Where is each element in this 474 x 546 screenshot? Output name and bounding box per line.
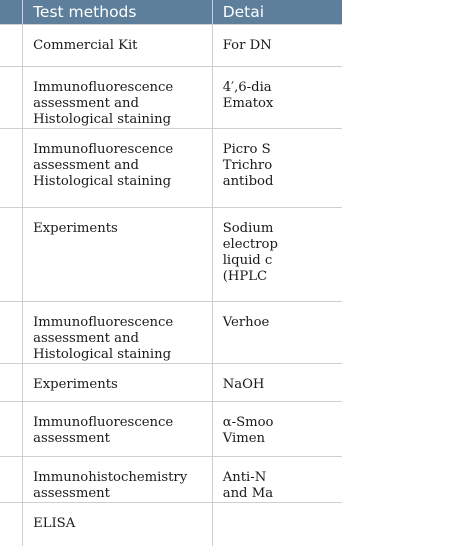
method-cell: Immunofluorescence assessment and Histological staining: [23, 67, 213, 129]
detail-line: For DN: [223, 38, 342, 54]
detail-cell: [212, 129, 342, 208]
detail-cell: [212, 402, 342, 457]
detail-cell: [212, 208, 342, 302]
table-row: [0, 457, 342, 503]
table-row: [0, 129, 342, 208]
detail-line: Vimen: [223, 431, 342, 447]
table-row: [0, 364, 342, 402]
detail-cell: [212, 67, 342, 129]
detail-cell: [212, 503, 342, 546]
table-row: [0, 503, 342, 546]
method-cell: ELISA: [23, 503, 213, 546]
detail-cell: [212, 364, 342, 402]
detail-line: Anti-N: [223, 470, 342, 486]
detail-line: 4′,6-dia: [223, 80, 342, 96]
detail-line: Trichro: [223, 158, 342, 174]
detail-cell: [212, 302, 342, 364]
table-row: [0, 67, 342, 129]
mode-cell: [0, 402, 23, 457]
detail-line: antibod: [223, 174, 342, 190]
detail-line: NaOH: [223, 377, 342, 393]
header-row: [0, 0, 342, 25]
detail-line: (HPLC: [223, 269, 342, 285]
detail-line: liquid c: [223, 253, 342, 269]
table-row: [0, 302, 342, 364]
detail-line: electrop: [223, 237, 342, 253]
header-cell-modes: [0, 0, 23, 25]
mode-cell: [0, 302, 23, 364]
method-cell: Immunohistochemistry assessment: [23, 457, 213, 503]
detail-cell: [212, 457, 342, 503]
method-cell: Experiments: [23, 208, 213, 302]
detail-line: α-Smoo: [223, 415, 342, 431]
mode-cell: [0, 503, 23, 546]
detail-line: Ematox: [223, 96, 342, 112]
method-cell: Immunofluorescence assessment: [23, 402, 213, 457]
detail-cell: [212, 25, 342, 67]
method-cell: Immunofluorescence assessment and Histological staining: [23, 302, 213, 364]
mode-cell: [0, 129, 23, 208]
detail-line: Sodium: [223, 221, 342, 237]
mode-cell: [0, 457, 23, 503]
table-row: [0, 25, 342, 67]
method-cell: Immunofluorescence assessment and Histological staining: [23, 129, 213, 208]
mode-cell: [0, 25, 23, 67]
header-cell-test-methods: Test methods: [23, 0, 213, 25]
table-row: [0, 402, 342, 457]
detail-line: Picro S: [223, 142, 342, 158]
detail-line: and Ma: [223, 486, 342, 502]
mode-cell: [0, 67, 23, 129]
method-cell: Experiments: [23, 364, 213, 402]
mode-cell: [0, 208, 23, 302]
table-row: [0, 208, 342, 302]
method-cell: Commercial Kit: [23, 25, 213, 67]
detail-line: Verhoe: [223, 315, 342, 331]
header-cell-details: Detai: [212, 0, 342, 25]
mode-cell: [0, 364, 23, 402]
